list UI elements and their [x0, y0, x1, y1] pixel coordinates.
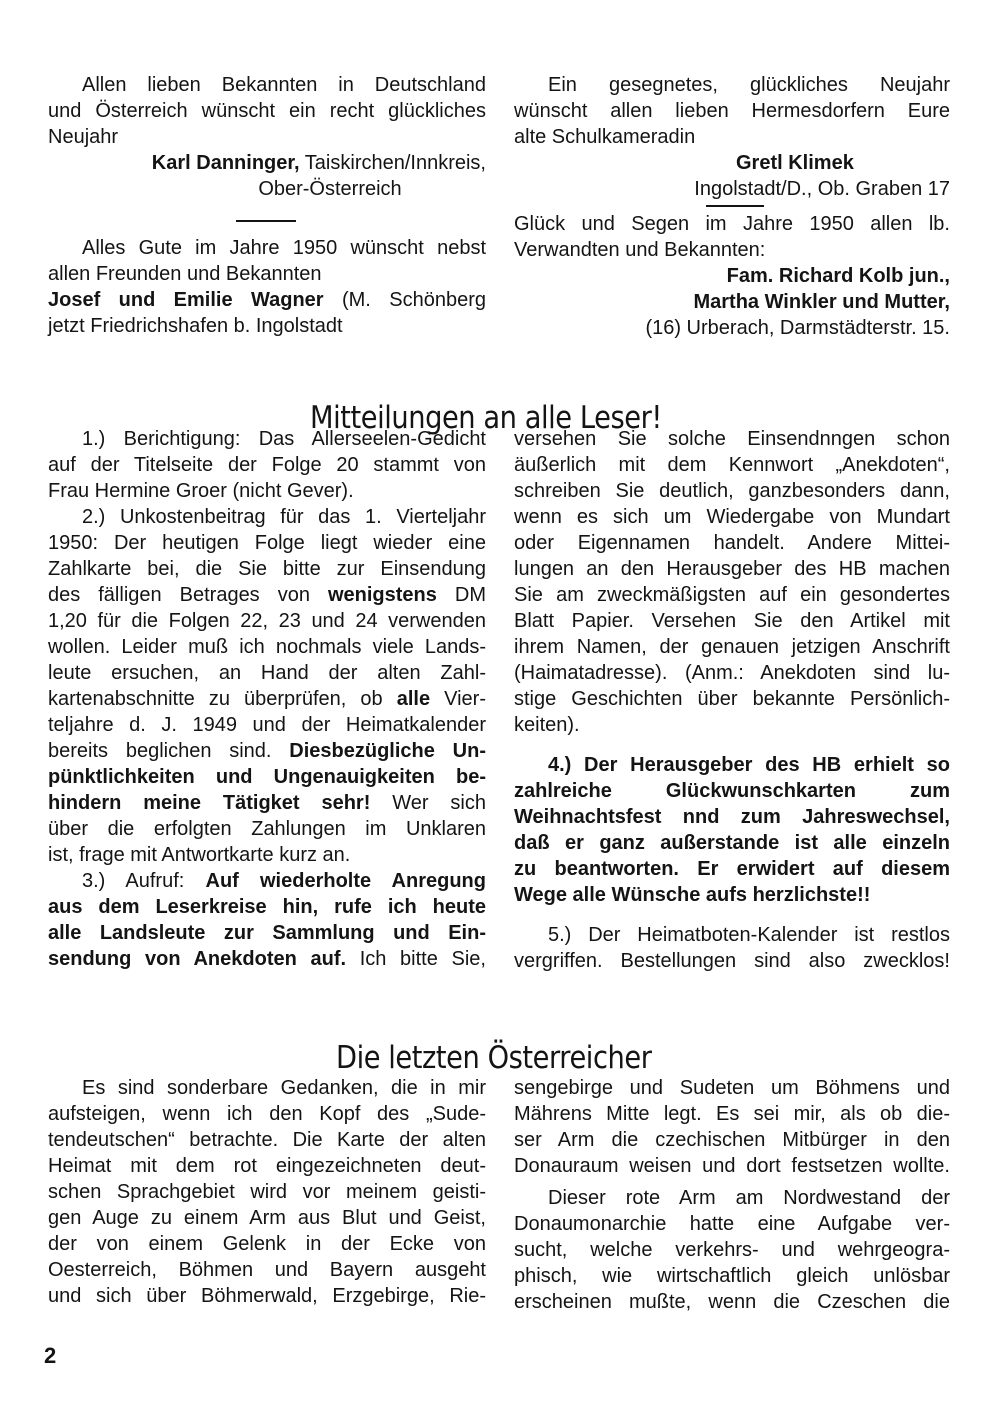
article-line: Donauraum weisen und dort festsetzen wollte.: [514, 1155, 950, 1177]
article-line: phisch, wie wirtschaftlich gleich unlösbar: [514, 1265, 950, 1287]
article-line: Oesterreich, Böhmen und Bayern ausgeht: [48, 1259, 486, 1281]
emphasis: sendung von Anekdoten auf.: [48, 948, 347, 970]
article-left-column: [48, 1075, 486, 1309]
article-line: Heimat mit dem rot eingezeichneten deut-: [48, 1155, 486, 1177]
notice-item-4: 4.) Der Herausgeber des HB erhielt so: [548, 754, 950, 776]
notice-line: alle Landsleute zur Sammlung und Ein-: [48, 922, 486, 944]
greeting-line: und Österreich wünscht ein recht glückliches: [48, 100, 486, 122]
notice-line: 1,20 für die Folgen 22, 23 und 24 verwenden: [48, 610, 486, 632]
greeting-place: (16) Urberach, Darmstädterstr. 15.: [645, 317, 950, 339]
greeting-line: Ein gesegnetes, glückliches Neujahr: [548, 74, 950, 96]
separator-rule: [706, 205, 764, 207]
notice-line: vergriffen. Bestellungen sind also zwecklos!: [514, 950, 950, 972]
emphasis: hindern meine Tätigket sehr!: [48, 792, 371, 814]
notice-line: über die erfolgten Zahlungen im Unklaren: [48, 818, 486, 840]
notice-line: Frau Hermine Groer (nicht Gever).: [48, 480, 354, 502]
notice-line: aus dem Leserkreise hin, rufe ich heute: [48, 896, 486, 918]
notice-line: leute ersuchen, an Hand der alten Zahl-: [48, 662, 486, 684]
article-line: sucht, welche verkehrs- und wehrgeogra-: [514, 1239, 950, 1261]
greeting-wagner: [48, 235, 486, 339]
notice-line: stige Geschichten über bekannte Persönlich-: [514, 688, 950, 710]
notice-right-column: [514, 426, 950, 974]
greeting-line: Allen lieben Bekannten in Deutschland: [82, 74, 486, 96]
notice-left-column: [48, 426, 486, 972]
greeting-line: wünscht allen lieben Hermesdorfern Eure: [514, 100, 950, 122]
greeting-name: Josef und Emilie Wagner: [48, 289, 324, 311]
notice-line: Weihnachtsfest nnd zum Jahreswechsel,: [514, 806, 950, 828]
notice-line: lungen an den Herausgeber des HB machen: [514, 558, 950, 580]
notice-line: äußerlich mit dem Kennwort „Anekdoten“,: [514, 454, 950, 476]
article-line: Mährens Mitte legt. Es sei mir, als ob die-: [514, 1103, 950, 1125]
notice-line: kartenabschnitte zu überprüfen, ob alle Vier-: [48, 688, 486, 710]
notice-line: pünktlichkeiten und Ungenauigkeiten be-: [48, 766, 486, 788]
article-heading: Die letzten Österreicher: [336, 1039, 652, 1076]
greeting-kolb: [514, 211, 950, 341]
article-right-column: [514, 1075, 950, 1315]
article-line: ser Arm die czechischen Mitbürger in den: [514, 1129, 950, 1151]
article-line: Dieser rote Arm am Nordwestand der: [548, 1187, 950, 1209]
greeting-place: Ober-Österreich: [258, 178, 402, 200]
article-line: gen Auge zu einem Arm aus Blut und Geist,: [48, 1207, 486, 1229]
notice-item-5: 5.) Der Heimatboten-Kalender ist restlos: [548, 924, 950, 946]
emphasis: Auf wiederholte Anregung: [205, 870, 486, 892]
notice-line: 1950: Der heutigen Folge liegt wieder eine: [48, 532, 486, 554]
greeting-name: Martha Winkler und Mutter,: [693, 291, 950, 313]
article-line: schen Sprachgebiet wird vor meinem geisti-: [48, 1181, 486, 1203]
article-line: der von einem Gelenk in der Ecke von: [48, 1233, 486, 1255]
greeting-name: Karl Danninger,: [151, 152, 300, 174]
greeting-place: Taiskirchen/Innkreis,: [299, 152, 486, 174]
greeting-line: Glück und Segen im Jahre 1950 allen lb.: [514, 213, 950, 235]
greeting-line: allen Freunden und Bekannten: [48, 263, 322, 285]
emphasis: wenigstens: [327, 584, 437, 606]
notice-item-1: 1.) Berichtigung: Das Allerseelen-Gedicht: [82, 428, 486, 450]
notice-line: (Haimatadresse). (Anm.: Anekdoten sind lu-: [514, 662, 950, 684]
greeting-place: jetzt Friedrichshafen b. Ingolstadt: [48, 315, 343, 337]
notice-line: zu beantworten. Er erwidert auf diesem: [514, 858, 950, 880]
notice-line: Blatt Papier. Versehen Sie den Artikel mit: [514, 610, 950, 632]
notice-item-3: 3.) Aufruf: Auf wiederholte Anregung: [82, 870, 486, 892]
emphasis: alle: [396, 688, 431, 710]
notice-heading: Mitteilungen an alle Leser!: [310, 399, 662, 436]
notice-line: ihrem Namen, der genauen jetzigen Anschrift: [514, 636, 950, 658]
notice-line: hindern meine Tätigket sehr! Wer sich: [48, 792, 487, 814]
article-line: sengebirge und Sudeten um Böhmens und: [514, 1077, 950, 1099]
notice-line: teljahre d. J. 1949 und der Heimatkalender: [48, 714, 486, 736]
emphasis: Diesbezügliche Un-: [289, 740, 486, 762]
notice-line: Sie am zweckmäßigsten auf ein gesondertes: [514, 584, 950, 606]
notice-line: oder Eigennamen handelt. Andere Mittei-: [514, 532, 950, 554]
notice-line: des fälligen Betrages von wenigstens DM: [48, 584, 486, 606]
notice-line: Zahlkarte bei, die Sie bitte zur Einsendung: [48, 558, 486, 580]
article-line: Donaumonarchie hatte eine Aufgabe ver-: [514, 1213, 950, 1235]
notice-line: keiten).: [514, 714, 580, 736]
page-number: 2: [44, 1343, 57, 1368]
greeting-line: Neujahr: [48, 126, 119, 148]
article-line: Es sind sonderbare Gedanken, die in mir: [82, 1077, 486, 1099]
greeting-danninger: [48, 72, 486, 202]
notice-line: sendung von Anekdoten auf. Ich bitte Sie,: [48, 948, 486, 970]
article-line: aufsteigen, wenn ich den Kopf des „Sude-: [48, 1103, 486, 1125]
article-line: erscheinen mußte, wenn die Czeschen die: [514, 1291, 950, 1313]
notice-line: auf der Titelseite der Folge 20 stammt von: [48, 454, 486, 476]
notice-line: wenn es sich um Wiedergabe von Mundart: [514, 506, 950, 528]
notice-line: schreiben Sie deutlich, ganzbesonders dann,: [514, 480, 950, 502]
notice-item-2: 2.) Unkostenbeitrag für das 1. Vierteljahr: [82, 506, 486, 528]
greeting-line: Alles Gute im Jahre 1950 wünscht nebst: [82, 237, 486, 259]
greeting-signature: [48, 287, 486, 313]
greeting-signature: [48, 150, 486, 176]
article-line: tendeutschen“ betrachte. Die Karte der alten: [48, 1129, 486, 1151]
notice-line: zahlreiche Glückwunschkarten zum: [514, 780, 950, 802]
greeting-name: Fam. Richard Kolb jun.,: [726, 265, 950, 287]
notice-line: daß er ganz außerstande ist alle einzeln: [514, 832, 950, 854]
separator-rule: [236, 220, 296, 222]
greeting-klimek: [514, 72, 950, 202]
notice-line: versehen Sie solche Einsendnngen schon: [514, 428, 950, 450]
greeting-line: alte Schulkameradin: [514, 126, 696, 148]
greeting-line: Verwandten und Bekannten:: [514, 239, 766, 261]
greeting-place: Ingolstadt/D., Ob. Graben 17: [694, 178, 950, 200]
notice-line: bereits beglichen sind. Diesbezügliche Un-: [48, 740, 486, 762]
article-line: und sich über Böhmerwald, Erzgebirge, Rie-: [48, 1285, 486, 1307]
notice-line: Wege alle Wünsche aufs herzlichste!!: [514, 884, 871, 906]
greeting-place: (M. Schönberg: [323, 289, 486, 311]
greeting-name: Gretl Klimek: [736, 152, 854, 174]
notice-line: ist, frage mit Antwortkarte kurz an.: [48, 844, 351, 866]
notice-line: wollen. Leider muß ich nochmals viele Lands-: [48, 636, 486, 658]
